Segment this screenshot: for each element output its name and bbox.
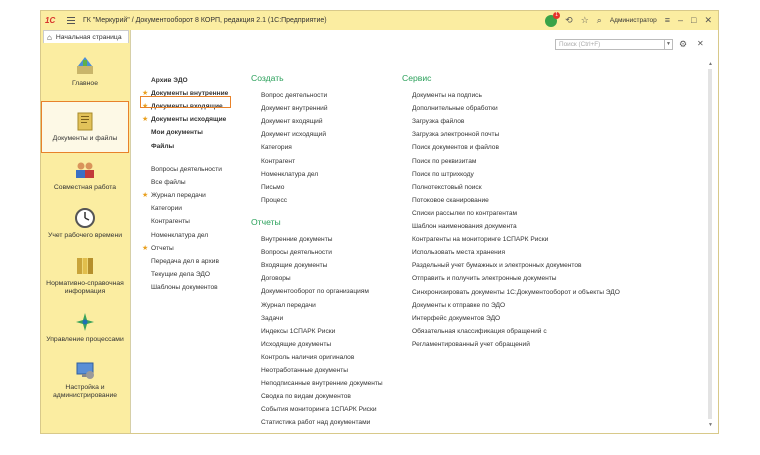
favorite-star-icon[interactable]: ★ <box>142 116 149 124</box>
history-icon[interactable]: ⟲ <box>565 15 573 25</box>
section-title-create: Создать <box>251 73 284 83</box>
documents-icon <box>74 110 96 132</box>
nav-link[interactable]: Категории <box>151 205 182 213</box>
sidebar-item-reference[interactable] <box>41 255 129 303</box>
sidebar-item-processes[interactable] <box>41 311 129 347</box>
close-window-icon[interactable]: ✕ <box>704 15 712 25</box>
nav-link[interactable]: Контрагенты <box>151 218 190 226</box>
main-icon <box>74 55 96 77</box>
tab-home-label: Начальная страница <box>55 33 122 41</box>
service-link[interactable]: Поиск документов и файлов <box>412 144 499 152</box>
create-link[interactable]: Категория <box>261 144 292 152</box>
nav-link[interactable]: Документы внутренние <box>151 90 229 98</box>
create-link[interactable]: Вопрос деятельности <box>261 92 328 99</box>
service-link[interactable]: Документы к отправке по ЭДО <box>412 301 506 309</box>
1c-logo-icon: 1С <box>45 15 56 25</box>
sidebar-item-main[interactable] <box>41 55 129 91</box>
nav-link[interactable]: Архив ЭДО <box>151 77 188 84</box>
report-link[interactable]: Неподписанные внутренние документы <box>261 380 383 388</box>
sidebar-item-settings[interactable] <box>41 359 129 407</box>
reference-icon <box>74 255 96 277</box>
service-link[interactable]: Списки рассылки по контрагентам <box>412 209 518 217</box>
service-link[interactable]: Синхронизировать документы 1С:Документооборот и объекты ЭДО <box>412 288 620 296</box>
title-bar <box>41 11 718 30</box>
report-link[interactable]: Неотработанные документы <box>261 367 349 374</box>
nav-link[interactable]: Шаблоны документов <box>151 283 218 291</box>
search-icon[interactable]: ⌕ <box>596 15 602 25</box>
service-link[interactable]: Документы на подпись <box>412 92 482 99</box>
favorites-icon[interactable]: ☆ <box>580 15 589 25</box>
report-link[interactable]: Документооборот по организациям <box>261 288 369 296</box>
nav-link[interactable]: Номенклатура дел <box>151 231 209 239</box>
report-link[interactable]: Индексы 1СПАРК Риски <box>261 327 336 335</box>
create-link[interactable]: Процесс <box>261 196 288 204</box>
search-placeholder: Поиск (Ctrl+F) <box>559 41 601 48</box>
notifications-icon[interactable] <box>545 11 559 27</box>
tab-home[interactable] <box>43 30 129 43</box>
chevron-down-icon[interactable]: ▼ <box>664 40 672 49</box>
nav-link[interactable]: Документы входящие <box>151 103 223 111</box>
gear-icon[interactable]: ⚙ <box>679 39 688 49</box>
window-title: ГК "Меркурий" / Документооборот 8 КОРП, редакция 2.1 (1С:Предприятие) <box>83 17 327 24</box>
report-link[interactable]: Входящие документы <box>261 262 328 270</box>
search-input[interactable] <box>555 39 673 50</box>
create-link[interactable]: Документ входящий <box>261 118 323 126</box>
selection-highlight <box>140 96 231 111</box>
favorite-star-icon[interactable]: ★ <box>142 103 149 111</box>
home-icon: ⌂ <box>47 32 52 42</box>
sidebar-item-label: Управление процессами <box>46 336 124 343</box>
processes-icon <box>74 311 96 333</box>
service-link[interactable]: Полнотекстовый поиск <box>412 183 482 191</box>
sidebar-item-label: Совместная работа <box>53 184 117 191</box>
service-link[interactable]: Поиск по реквизитам <box>412 157 477 165</box>
scroll-up-icon[interactable]: ▲ <box>708 61 713 67</box>
tab-strip <box>41 30 131 43</box>
sidebar-item-label: Главное <box>72 80 98 87</box>
create-link[interactable]: Номенклатура дел <box>261 170 319 178</box>
clock-icon <box>74 207 96 229</box>
service-link[interactable]: Интерфейс документов ЭДО <box>412 314 501 322</box>
settings-menu-icon[interactable]: ≡ <box>664 15 670 25</box>
report-link[interactable]: Исходящие документы <box>261 340 332 348</box>
service-link[interactable]: Раздельный учет бумажных и электронных документов <box>412 262 582 270</box>
service-link[interactable]: Отправить и получить электронные документы <box>412 275 557 283</box>
section-title-reports: Отчеты <box>251 217 281 227</box>
favorite-star-icon[interactable]: ★ <box>142 244 149 252</box>
create-link[interactable]: Документ исходящий <box>261 131 327 139</box>
nav-link[interactable]: Файлы <box>151 142 175 150</box>
sidebar-item-documents[interactable] <box>41 101 129 153</box>
sections-panel <box>41 43 129 433</box>
settings-icon <box>74 359 96 381</box>
nav-link[interactable]: Передача дел в архив <box>151 257 219 265</box>
report-link[interactable]: Задачи <box>261 314 284 322</box>
report-link[interactable]: Журнал передачи <box>261 301 316 309</box>
service-link[interactable]: Потоковое сканирование <box>412 196 489 204</box>
report-link[interactable]: Вопросы деятельности <box>261 249 332 257</box>
report-link[interactable]: События мониторинга 1СПАРК Риски <box>261 406 377 414</box>
service-link[interactable]: Обязательная классификация обращений с <box>412 327 547 335</box>
maximize-icon[interactable]: □ <box>691 15 697 25</box>
nav-link[interactable]: Мои документы <box>151 129 203 137</box>
favorite-star-icon[interactable]: ★ <box>142 192 149 200</box>
report-link[interactable]: Сводка по видам документов <box>261 393 351 401</box>
sidebar-item-collaboration[interactable] <box>41 159 129 195</box>
favorite-star-icon[interactable]: ★ <box>142 90 149 98</box>
scrollbar[interactable] <box>708 69 712 419</box>
notification-badge: 1 <box>553 12 560 19</box>
create-link[interactable]: Документ внутренний <box>261 105 328 113</box>
service-link[interactable]: Дополнительные обработки <box>412 105 498 113</box>
service-link[interactable]: Шаблон наименования документа <box>412 223 517 230</box>
scroll-down-icon[interactable]: ▼ <box>708 422 713 428</box>
report-link[interactable]: Статистика работ над документами <box>261 419 371 427</box>
report-link[interactable]: Внутренние документы <box>261 236 333 243</box>
close-icon[interactable]: ✕ <box>697 39 704 48</box>
sidebar-item-label: Документы и файлы <box>52 135 118 142</box>
service-link[interactable]: Поиск по штрихкоду <box>412 170 474 178</box>
service-link[interactable]: Загрузка файлов <box>412 118 465 126</box>
service-link[interactable]: Использовать места хранения <box>412 249 506 257</box>
user-name[interactable]: Администратор <box>609 17 657 24</box>
minimize-icon[interactable]: – <box>678 15 684 25</box>
create-link[interactable]: Письмо <box>261 183 285 191</box>
nav-link[interactable]: Вопросы деятельности <box>151 166 222 173</box>
section-title-service: Сервис <box>402 73 432 83</box>
main-menu-icon[interactable] <box>67 17 75 24</box>
sidebar-item-label: Нормативно-справочная информация <box>46 280 124 295</box>
app-window <box>40 10 719 434</box>
nav-link[interactable]: Отчеты <box>151 244 174 252</box>
service-link[interactable]: Контрагенты на мониторинге 1СПАРК Риски <box>412 236 549 244</box>
service-link[interactable]: Регламентированный учет обращений <box>412 340 530 348</box>
report-link[interactable]: Контроль наличия оригиналов <box>261 353 355 361</box>
nav-link[interactable]: Документы исходящие <box>151 116 227 124</box>
sidebar-item-worktime[interactable] <box>41 207 129 243</box>
sidebar-item-label: Настройка и администрирование <box>52 384 118 399</box>
create-link[interactable]: Контрагент <box>261 157 296 165</box>
service-link[interactable]: Загрузка электронной почты <box>412 131 500 139</box>
report-link[interactable]: Договоры <box>261 275 291 283</box>
sidebar-item-label: Учет рабочего времени <box>48 232 122 239</box>
collaboration-icon <box>74 159 96 181</box>
nav-link[interactable]: Все файлы <box>151 179 186 187</box>
nav-link[interactable]: Текущие дела ЭДО <box>151 270 210 278</box>
nav-link[interactable]: Журнал передачи <box>151 192 206 200</box>
